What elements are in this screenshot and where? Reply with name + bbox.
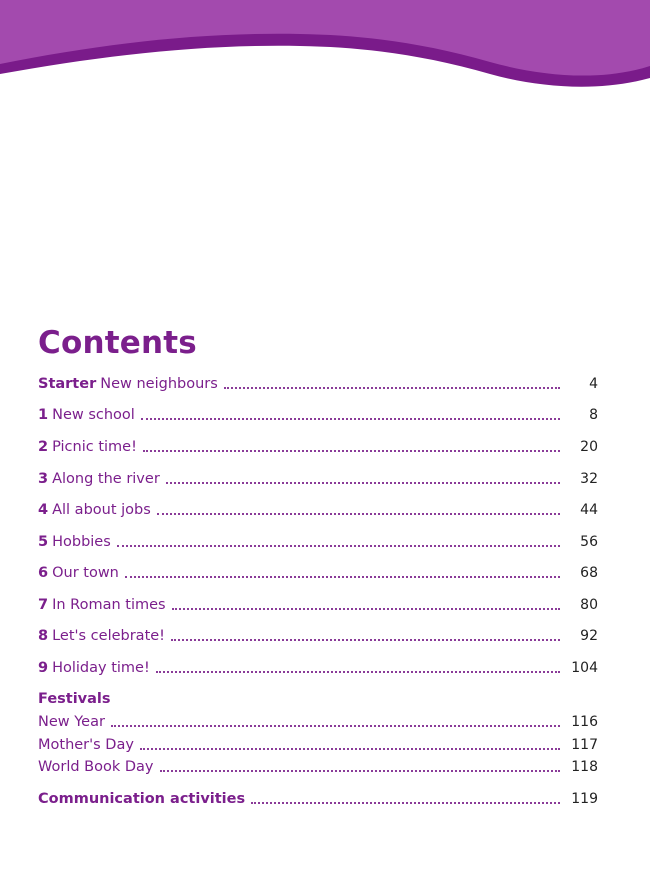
leader-dots [125,576,560,578]
toc-entry-title: Let's celebrate! [52,628,165,644]
header-wave-decoration [0,0,650,95]
toc-entry-title: New neighbours [100,376,218,392]
toc-entry-title: Our town [52,565,119,581]
toc-entry-page: 8 [589,407,598,423]
toc-entry-unit-1[interactable] [38,403,598,427]
toc-entry-communication-activities[interactable] [38,787,598,811]
leader-dots [224,387,560,389]
toc-entry-title: New Year [38,714,105,730]
toc-entry-title: Holiday time! [52,660,150,676]
toc-entry-festival-new-year[interactable] [38,710,598,734]
toc-entry-unit-2[interactable] [38,435,598,459]
leader-dots [141,418,560,420]
toc-entry-page: 68 [580,565,598,581]
leader-dots [143,450,560,452]
toc-entry-page: 118 [571,759,598,775]
toc-entry-page: 92 [580,628,598,644]
leader-dots [157,513,560,515]
toc-entry-number: 1 [38,407,49,423]
toc-entry-number: 5 [38,534,49,550]
toc-entry-title: Picnic time! [52,439,137,455]
toc-entry-page: 56 [580,534,598,550]
toc-entry-number: 3 [38,471,49,487]
toc-entry-page: 119 [571,791,598,807]
leader-dots [156,671,560,673]
toc-entry-unit-4[interactable] [38,498,598,522]
festivals-heading: Festivals [38,691,111,707]
toc-entry-unit-9[interactable] [38,656,598,680]
toc-entry-page: 117 [571,737,598,753]
toc-entry-page: 44 [580,502,598,518]
toc-entry-title: Hobbies [52,534,111,550]
toc-entry-number: 7 [38,597,49,613]
leader-dots [171,639,560,641]
toc-entry-unit-7[interactable] [38,593,598,617]
toc-entry-unit-6[interactable] [38,561,598,585]
toc-entry-number: 8 [38,628,49,644]
page-title: Contents [38,325,197,361]
leader-dots [160,770,561,772]
leader-dots [140,748,560,750]
leader-dots [111,725,560,727]
toc-entry-title: New school [52,407,135,423]
leader-dots [166,482,560,484]
toc-entry-number: 6 [38,565,49,581]
toc-entry-page: 20 [580,439,598,455]
leader-dots [251,802,560,804]
toc-entry-unit-3[interactable] [38,467,598,491]
toc-entry-page: 80 [580,597,598,613]
toc-entry-unit-5[interactable] [38,530,598,554]
toc-entry-page: 32 [580,471,598,487]
toc-entry-page: 4 [589,376,598,392]
toc-entry-title: World Book Day [38,759,154,775]
toc-entry-title: All about jobs [52,502,151,518]
toc-entry-title: Mother's Day [38,737,134,753]
leader-dots [117,545,560,547]
toc-entry-number: Starter [38,376,97,392]
toc-entry-number: 9 [38,660,49,676]
toc-entry-festival-world-book-day[interactable] [38,755,598,779]
toc-entry-title: In Roman times [52,597,166,613]
toc-entry-title: Along the river [52,471,160,487]
leader-dots [172,608,560,610]
toc-entry-title: Communication activities [38,791,246,807]
toc-entry-page: 104 [571,660,598,676]
toc-entry-number: 4 [38,502,49,518]
toc-entry-unit-8[interactable] [38,624,598,648]
toc-entry-festival-mothers-day[interactable] [38,733,598,757]
toc-entry-number: 2 [38,439,49,455]
toc-entry-page: 116 [571,714,598,730]
toc-entry-starter[interactable] [38,372,598,396]
